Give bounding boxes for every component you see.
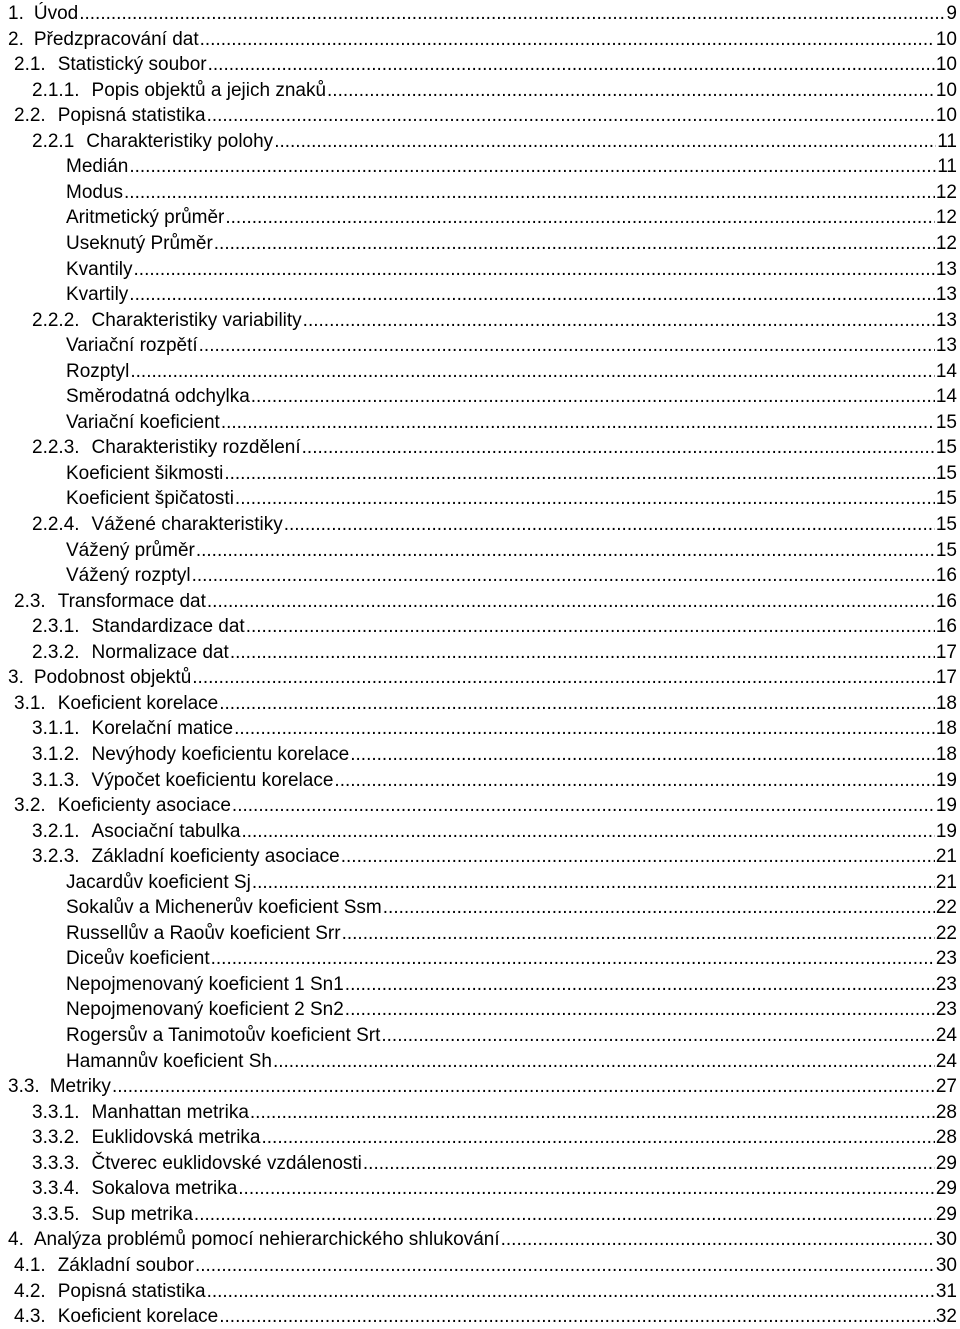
- dot-leader: [342, 921, 935, 946]
- toc-entry-number: 3.3.2.: [32, 1127, 80, 1149]
- toc-entry-title: Analýza problémů pomocí nehierarchického shlukování: [33, 1229, 500, 1251]
- toc-entry[interactable]: [0, 1125, 960, 1150]
- toc-entry[interactable]: [0, 895, 960, 920]
- dot-leader: [327, 78, 935, 103]
- toc-entry[interactable]: [0, 52, 960, 77]
- toc-entry-title: Koeficienty asociace: [57, 795, 231, 817]
- dot-leader: [341, 844, 935, 869]
- toc-entry-number: 2.2.: [14, 105, 46, 127]
- toc-entry[interactable]: [0, 1279, 960, 1304]
- toc-entry[interactable]: [0, 461, 960, 486]
- toc-entry[interactable]: [0, 665, 960, 690]
- toc-entry-title: Koeficient korelace: [57, 692, 219, 714]
- toc-entry-number: 4.: [8, 1229, 24, 1251]
- dot-leader: [219, 691, 935, 716]
- toc-entry-title: Diceův koeficient: [66, 948, 210, 970]
- toc-entry[interactable]: [0, 793, 960, 818]
- toc-entry[interactable]: [0, 870, 960, 895]
- toc-entry-page-number: 13: [935, 309, 957, 331]
- toc-entry-number: 3.1.2.: [32, 743, 80, 765]
- toc-entry-title: Čtverec euklidovské vzdálenosti: [91, 1152, 362, 1174]
- dot-leader: [251, 384, 935, 409]
- toc-entry-number: 3.2.: [14, 795, 46, 817]
- toc-entry-page-number: 32: [935, 1306, 957, 1328]
- toc-entry-page-number: 17: [935, 667, 957, 689]
- dot-leader: [199, 333, 935, 358]
- toc-entry-title: Charakteristiky polohy: [86, 130, 274, 152]
- toc-entry-page-number: 29: [935, 1178, 957, 1200]
- toc-entry[interactable]: [0, 768, 960, 793]
- toc-entry-page-number: 19: [935, 820, 957, 842]
- dot-leader: [302, 435, 935, 460]
- toc-entry-number: 2.2.2.: [32, 309, 80, 331]
- toc-entry-title: Základní koeficienty asociace: [91, 846, 340, 868]
- toc-entry[interactable]: [0, 640, 960, 665]
- toc-entry-title: Rogersův a Tanimotoův koeficient Srt: [66, 1025, 381, 1046]
- dot-leader: [363, 1151, 935, 1176]
- dot-leader: [196, 538, 935, 563]
- toc-entry[interactable]: [0, 129, 960, 154]
- dot-leader: [221, 410, 935, 435]
- dot-leader: [383, 895, 935, 920]
- toc-entry-page-number: 10: [935, 105, 957, 127]
- toc-entry-number: 2.1.1.: [32, 79, 80, 101]
- toc-entry-number: 3.3.1.: [32, 1101, 80, 1123]
- toc-entry-title: Podobnost objektů: [33, 667, 192, 689]
- toc-entry-page-number: 19: [935, 795, 957, 817]
- toc-entry[interactable]: [0, 1176, 960, 1201]
- dot-leader: [207, 1279, 935, 1304]
- dot-leader: [345, 997, 935, 1022]
- toc-entry-title: Vážený průměr: [66, 539, 195, 561]
- dot-leader: [234, 716, 935, 741]
- toc-entry-page-number: 12: [935, 232, 957, 254]
- toc-entry-title: Statistický soubor: [57, 54, 207, 76]
- toc-entry-number: 2.3.2.: [32, 641, 80, 663]
- toc-entry-page-number: 24: [935, 1025, 957, 1046]
- dot-leader: [252, 870, 935, 895]
- toc-entry[interactable]: [0, 1074, 960, 1099]
- toc-entry-page-number: 15: [935, 539, 957, 561]
- dot-leader: [207, 589, 935, 614]
- toc-entry-page-number: 21: [935, 846, 957, 868]
- toc-entry-title: Popis objektů a jejich znaků: [91, 79, 327, 101]
- toc-entry-page-number: 10: [935, 79, 957, 101]
- toc-entry-page-number: 15: [935, 411, 957, 433]
- toc-entry-page-number: 23: [935, 999, 957, 1021]
- toc-entry[interactable]: [0, 742, 960, 767]
- toc-entry-number: 3.2.3.: [32, 846, 80, 868]
- toc-entry-page-number: 10: [935, 28, 957, 50]
- toc-entry-title: Nevýhody koeficientu korelace: [91, 743, 350, 765]
- toc-entry-title: Vážený rozptyl: [66, 565, 191, 587]
- toc-entry-page-number: 16: [935, 565, 957, 587]
- toc-entry-page-number: 17: [935, 641, 957, 663]
- toc-entry-title: Variační koeficient: [66, 411, 220, 433]
- toc-entry[interactable]: [0, 1100, 960, 1125]
- dot-leader: [79, 1, 945, 26]
- toc-entry-page-number: 24: [935, 1050, 957, 1072]
- toc-entry-title: Předzpracování dat: [33, 28, 199, 50]
- dot-leader: [194, 1202, 935, 1227]
- toc-entry-title: Sup metrika: [91, 1203, 193, 1225]
- toc-entry[interactable]: [0, 282, 960, 307]
- dot-leader: [303, 308, 935, 333]
- toc-entry-page-number: 13: [935, 335, 957, 357]
- toc-entry-number: 4.3.: [14, 1306, 46, 1328]
- dot-leader: [501, 1227, 935, 1252]
- dot-leader: [129, 282, 935, 307]
- toc-entry-title: Metriky: [49, 1076, 111, 1098]
- toc-entry-page-number: 15: [935, 488, 957, 510]
- toc-entry-number: 2.1.: [14, 54, 46, 76]
- dot-leader: [192, 563, 935, 588]
- toc-entry-number: 2.2.1: [32, 130, 75, 152]
- toc-entry[interactable]: [0, 921, 960, 946]
- toc-entry-page-number: 10: [935, 54, 957, 76]
- toc-entry-number: 2.2.3.: [32, 437, 80, 459]
- toc-entry-title: Useknutý Průměr: [66, 232, 213, 254]
- toc-entry[interactable]: [0, 308, 960, 333]
- toc-entry[interactable]: [0, 78, 960, 103]
- toc-entry[interactable]: [0, 333, 960, 358]
- dot-leader: [284, 512, 935, 537]
- dot-leader: [381, 1023, 934, 1048]
- dot-leader: [334, 768, 934, 793]
- toc-entry-page-number: 18: [935, 692, 957, 714]
- toc-entry-title: Medián: [66, 156, 129, 178]
- toc-entry-title: Korelační matice: [91, 718, 234, 740]
- toc-entry-page-number: 18: [935, 743, 957, 765]
- toc-entry-number: 2.3.1.: [32, 616, 80, 638]
- toc-entry-page-number: 12: [935, 207, 957, 229]
- toc-entry[interactable]: [0, 589, 960, 614]
- dot-leader: [232, 793, 935, 818]
- toc-entry-number: 3.3.4.: [32, 1178, 80, 1200]
- toc-entry-title: Standardizace dat: [91, 616, 245, 638]
- toc-entry-title: Euklidovská metrika: [91, 1127, 261, 1149]
- toc-entry-page-number: 15: [935, 437, 957, 459]
- toc-entry-title: Transformace dat: [57, 590, 206, 612]
- toc-entry[interactable]: [0, 844, 960, 869]
- toc-entry-title: Úvod: [33, 3, 79, 24]
- dot-leader: [134, 257, 935, 282]
- toc-entry[interactable]: [0, 257, 960, 282]
- toc-entry-page-number: 14: [935, 360, 957, 382]
- dot-leader: [211, 946, 935, 971]
- toc-entry[interactable]: [0, 486, 960, 511]
- toc-entry[interactable]: [0, 512, 960, 537]
- dot-leader: [235, 486, 935, 511]
- dot-leader: [200, 27, 935, 52]
- toc-entry-title: Koeficient korelace: [57, 1306, 219, 1328]
- toc-entry[interactable]: [0, 435, 960, 460]
- toc-entry[interactable]: [0, 1202, 960, 1227]
- toc-entry-number: 2.2.4.: [32, 514, 80, 535]
- toc-entry[interactable]: [0, 384, 960, 409]
- toc-entry-page-number: 27: [935, 1076, 957, 1098]
- toc-entry-number: 3.3.5.: [32, 1203, 80, 1225]
- toc-entry-title: Nepojmenovaný koeficient 2 Sn2: [66, 999, 344, 1021]
- toc-entry-title: Základní soubor: [57, 1254, 194, 1276]
- toc-entry-title: Směrodatná odchylka: [66, 386, 250, 408]
- toc-entry-title: Rozptyl: [66, 360, 130, 382]
- toc-entry-page-number: 29: [935, 1203, 957, 1225]
- toc-entry[interactable]: [0, 538, 960, 563]
- toc-entry-title: Koeficient šikmosti: [66, 462, 224, 484]
- toc-entry[interactable]: [0, 1023, 960, 1048]
- toc-entry-number: 2.: [8, 28, 24, 50]
- toc-entry-page-number: 14: [935, 386, 957, 408]
- toc-entry-page-number: 15: [935, 514, 957, 535]
- toc-entry[interactable]: [0, 231, 960, 256]
- toc-entry-title: Nepojmenovaný koeficient 1 Sn1: [66, 973, 344, 995]
- toc-entry-title: Výpočet koeficientu korelace: [91, 769, 334, 791]
- toc-entry-number: 1.: [8, 3, 24, 24]
- toc-entry-page-number: 18: [935, 718, 957, 740]
- toc-entry-title: Popisná statistika: [57, 105, 206, 127]
- dot-leader: [208, 52, 935, 77]
- dot-leader: [130, 359, 935, 384]
- toc-entry[interactable]: [0, 410, 960, 435]
- toc-entry-page-number: 16: [935, 616, 957, 638]
- dot-leader: [274, 129, 936, 154]
- toc-entry-page-number: 23: [935, 948, 957, 970]
- toc-entry-title: Koeficient špičatosti: [66, 488, 234, 510]
- toc-entry-page-number: 30: [935, 1229, 957, 1251]
- dot-leader: [230, 640, 935, 665]
- toc-entry[interactable]: [0, 819, 960, 844]
- toc-entry-title: Modus: [66, 181, 124, 203]
- toc-entry-page-number: 12: [935, 181, 957, 203]
- toc-entry-title: Kvantily: [66, 258, 133, 280]
- toc-entry[interactable]: [0, 154, 960, 179]
- toc-entry[interactable]: [0, 1227, 960, 1252]
- toc-entry-page-number: 22: [935, 922, 957, 944]
- toc-entry[interactable]: [0, 180, 960, 205]
- toc-entry-title: Kvartily: [66, 284, 129, 306]
- dot-leader: [129, 154, 936, 179]
- toc-entry[interactable]: [0, 27, 960, 52]
- toc-entry-page-number: 13: [935, 258, 957, 280]
- dot-leader: [112, 1074, 935, 1099]
- toc-entry-number: 3.1.: [14, 692, 46, 714]
- toc-entry-number: 4.1.: [14, 1254, 46, 1276]
- toc-entry[interactable]: [0, 946, 960, 971]
- dot-leader: [250, 1100, 935, 1125]
- toc-entry[interactable]: [0, 1253, 960, 1278]
- toc-entry-number: 3.2.1.: [32, 820, 80, 842]
- toc-entry-page-number: 28: [935, 1127, 957, 1149]
- toc-entry-title: Variační rozpětí: [66, 335, 198, 357]
- toc-entry-title: Sokalova metrika: [91, 1178, 238, 1200]
- toc-entry[interactable]: [0, 1151, 960, 1176]
- dot-leader: [241, 819, 934, 844]
- toc-entry-number: 2.3.: [14, 590, 46, 612]
- toc-entry-title: Asociační tabulka: [91, 820, 241, 842]
- toc-entry[interactable]: [0, 614, 960, 639]
- toc-entry-page-number: 19: [935, 769, 957, 791]
- dot-leader: [192, 665, 935, 690]
- toc-entry[interactable]: [0, 1049, 960, 1074]
- toc-entry-number: 3.: [8, 667, 24, 689]
- toc-entry-title: Jacardův koeficient Sj: [66, 871, 251, 893]
- toc-entry[interactable]: [0, 563, 960, 588]
- toc-entry-page-number: 31: [935, 1280, 957, 1302]
- toc-entry[interactable]: [0, 716, 960, 741]
- toc-entry-page-number: 9: [946, 3, 957, 24]
- toc-entry[interactable]: [0, 691, 960, 716]
- toc-entry-title: Normalizace dat: [91, 641, 229, 663]
- toc-entry-title: Aritmetický průměr: [66, 207, 225, 229]
- dot-leader: [207, 103, 935, 128]
- toc-entry-title: Manhattan metrika: [91, 1101, 249, 1123]
- dot-leader: [246, 614, 935, 639]
- toc-entry[interactable]: [0, 972, 960, 997]
- toc-entry-title: Charakteristiky variability: [91, 309, 302, 331]
- dot-leader: [124, 180, 935, 205]
- toc-entry-number: 3.1.3.: [32, 769, 80, 791]
- toc-entry-title: Hamannův koeficient Sh: [66, 1050, 272, 1072]
- dot-leader: [225, 205, 935, 230]
- toc-entry-number: 3.3.: [8, 1076, 40, 1098]
- dot-leader: [224, 461, 935, 486]
- toc-entry[interactable]: [0, 997, 960, 1022]
- toc-entry-number: 4.2.: [14, 1280, 46, 1302]
- toc-entry-number: 3.1.1.: [32, 718, 80, 740]
- toc-entry-page-number: 22: [935, 897, 957, 919]
- dot-leader: [273, 1049, 935, 1074]
- toc-entry[interactable]: [0, 1, 960, 26]
- dot-leader: [214, 231, 935, 256]
- toc-entry[interactable]: [0, 103, 960, 128]
- toc-entry-title: Sokalův a Michenerův koeficient Ssm: [66, 897, 382, 919]
- toc-entry-page-number: 21: [935, 871, 957, 893]
- toc-entry-title: Russellův a Raoův koeficient Srr: [66, 922, 341, 944]
- dot-leader: [345, 972, 935, 997]
- toc-entry-page-number: 11: [937, 156, 957, 178]
- toc-entry-page-number: 30: [935, 1254, 957, 1276]
- toc-entry-title: Vážené charakteristiky: [91, 514, 283, 535]
- dot-leader: [195, 1253, 935, 1278]
- toc-entry[interactable]: [0, 205, 960, 230]
- toc-entry-title: Popisná statistika: [57, 1280, 206, 1302]
- dot-leader: [238, 1176, 935, 1201]
- dot-leader: [350, 742, 935, 767]
- toc-entry-page-number: 29: [935, 1152, 957, 1174]
- toc-entry-page-number: 15: [935, 462, 957, 484]
- toc-entry-page-number: 28: [935, 1101, 957, 1123]
- toc-entry-title: Charakteristiky rozdělení: [91, 437, 301, 459]
- toc-entry-page-number: 16: [935, 590, 957, 612]
- toc-entry[interactable]: [0, 359, 960, 384]
- toc-entry-page-number: 23: [935, 973, 957, 995]
- dot-leader: [262, 1125, 935, 1150]
- toc-entry-number: 3.3.3.: [32, 1152, 80, 1174]
- toc-entry-page-number: 11: [937, 130, 957, 152]
- toc-entry-page-number: 13: [935, 284, 957, 306]
